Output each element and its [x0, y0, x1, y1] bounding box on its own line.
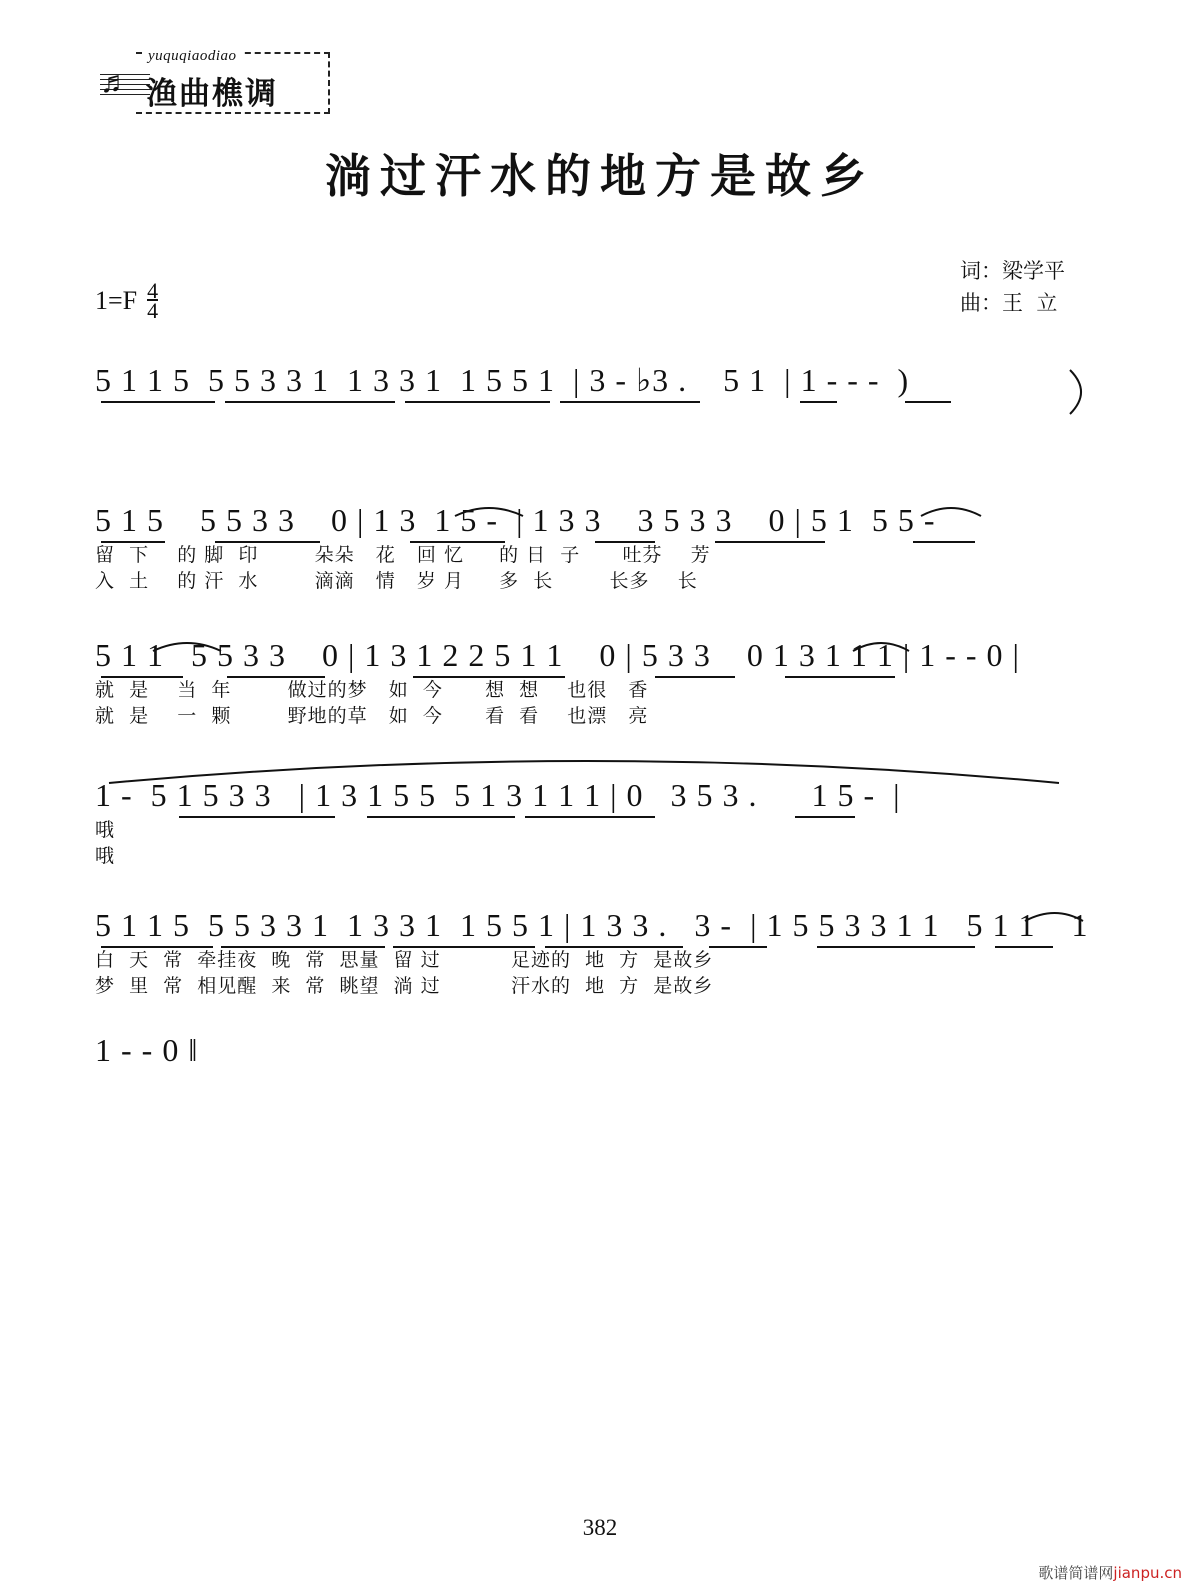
key-signature [95, 278, 159, 323]
music-system-5 [95, 905, 1105, 999]
music-system-6 [95, 1030, 495, 1070]
notation-line: 5 1 1 5 5 5 3 3 1 1 3 3 1 1 5 5 1 | 1 3 3 . 3 - | 1 5 5 3 3 1 1 5 1 1 1 [95, 907, 1089, 943]
page-title: 淌过汗水的地方是故乡 [325, 149, 875, 203]
music-system-1 [95, 360, 1105, 400]
lyric-verse-1: 白 天 常 牵挂夜 晚 常 思量 留 过 足迹的 地 方 是故乡 [95, 949, 714, 971]
lyric-verse-1: 就 是 当 年 做过的梦 如 今 想 想 也很 香 [95, 679, 649, 701]
meter-denominator: 4 [147, 298, 159, 323]
logo-chinese: 渔曲樵调 [146, 76, 278, 112]
notation-line: 5 1 1 5 5 5 3 3 1 1 3 3 1 1 5 5 1 | 3 - ♭3 . 5 1 | 1 - - - ) [95, 362, 910, 398]
notation-line: 1 - - 0 ‖ [95, 1032, 199, 1068]
credits [960, 255, 1065, 319]
logo-pinyin: yuquqiaodiao [144, 48, 241, 65]
meter-numerator: 4 [147, 278, 159, 303]
series-logo [100, 48, 330, 114]
music-note-icon: ♬ [100, 66, 130, 99]
lyric-verse-1: 哦 [95, 819, 116, 841]
music-system-3 [95, 635, 1105, 729]
composer: 曲：王 立 [960, 291, 1058, 315]
lyric-verse-2: 哦 [95, 845, 116, 867]
lyric-verse-1: 留 下 的 脚 印 朵朵 花 回 忆 的 日 子 吐芬 芳 [95, 544, 711, 566]
music-system-4 [95, 775, 1105, 869]
lyricist: 词：梁学平 [960, 259, 1065, 283]
music-system-2 [95, 500, 1105, 594]
lyric-verse-2: 入 土 的 汗 水 滴滴 情 岁 月 多 长 长多 长 [95, 570, 698, 592]
time-signature [147, 278, 159, 323]
site-watermark [1038, 1562, 1182, 1583]
notation-line: 5 1 5 5 5 3 3 0 | 1 3 1 5 - | 1 3 3 3 5 3 3 0 | 5 1 5 5 - [95, 502, 936, 538]
watermark-domain: jianpu.cn [1113, 1564, 1182, 1582]
notation-line: 5 1 1 5 5 3 3 0 | 1 3 1 2 2 5 1 1 0 | 5 3 3 0 1 3 1 1 1 | 1 - - 0 | [95, 637, 1020, 673]
lyric-verse-2: 梦 里 常 相见醒 来 常 眺望 淌 过 汗水的 地 方 是故乡 [95, 975, 714, 997]
page-number: 382 [582, 1515, 618, 1540]
key-label: 1=F [95, 285, 138, 315]
watermark-text: 歌谱简谱网 [1038, 1564, 1114, 1582]
lyric-verse-2: 就 是 一 颗 野地的草 如 今 看 看 也漂 亮 [95, 705, 649, 727]
notation-line: 1 - 5 1 5 3 3 | 1 3 1 5 5 5 1 3 1 1 1 | 0 3 5 3 . 1 5 - | [95, 777, 901, 813]
